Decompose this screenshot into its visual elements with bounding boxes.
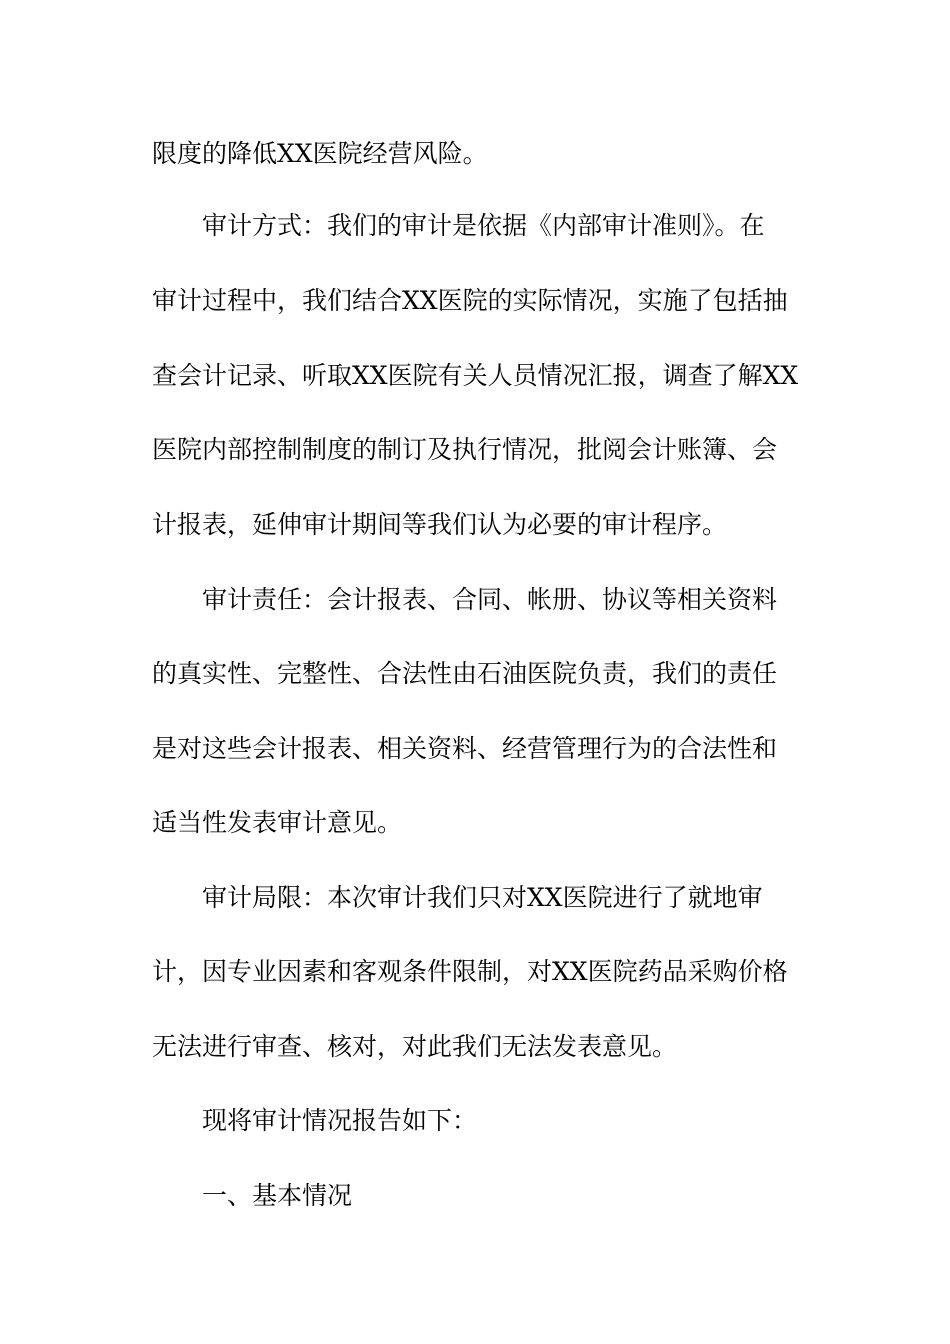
- text-line: 无法进行审查、核对，对此我们无法发表意见。: [152, 1032, 678, 1061]
- paragraph-audit-method-line: 审计方式：我们的审计是依据《内部审计准则》。在: [202, 211, 765, 240]
- text-line: 限度的降低XX医院经营风险。: [152, 139, 488, 168]
- text-line: 计报表，延伸审计期间等我们认为必要的审计程序。: [152, 510, 728, 539]
- text-line: 计，因专业因素和客观条件限制，对XX医院药品采购价格: [152, 957, 788, 986]
- paragraph-report-intro: 现将审计情况报告如下：: [202, 1106, 478, 1135]
- text-line: 审计过程中，我们结合XX医院的实际情况，实施了包括抽: [152, 286, 788, 315]
- section-heading-basic-situation: 一、基本情况: [202, 1181, 353, 1210]
- text-line: 的真实性、完整性、合法性由石油医院负责，我们的责任: [152, 659, 778, 688]
- text-line: 查会计记录、听取XX医院有关人员情况汇报，调查了解XX: [152, 361, 799, 390]
- paragraph-audit-limitation-line: 审计局限：本次审计我们只对XX医院进行了就地审: [202, 883, 763, 912]
- text-line: 是对这些会计报表、相关资料、经营管理行为的合法性和: [152, 734, 778, 763]
- text-line: 适当性发表审计意见。: [152, 808, 403, 837]
- paragraph-audit-responsibility-line: 审计责任：会计报表、合同、帐册、协议等相关资料: [202, 585, 778, 614]
- text-line: 医院内部控制制度的制订及执行情况，批阅会计账簿、会: [152, 435, 778, 464]
